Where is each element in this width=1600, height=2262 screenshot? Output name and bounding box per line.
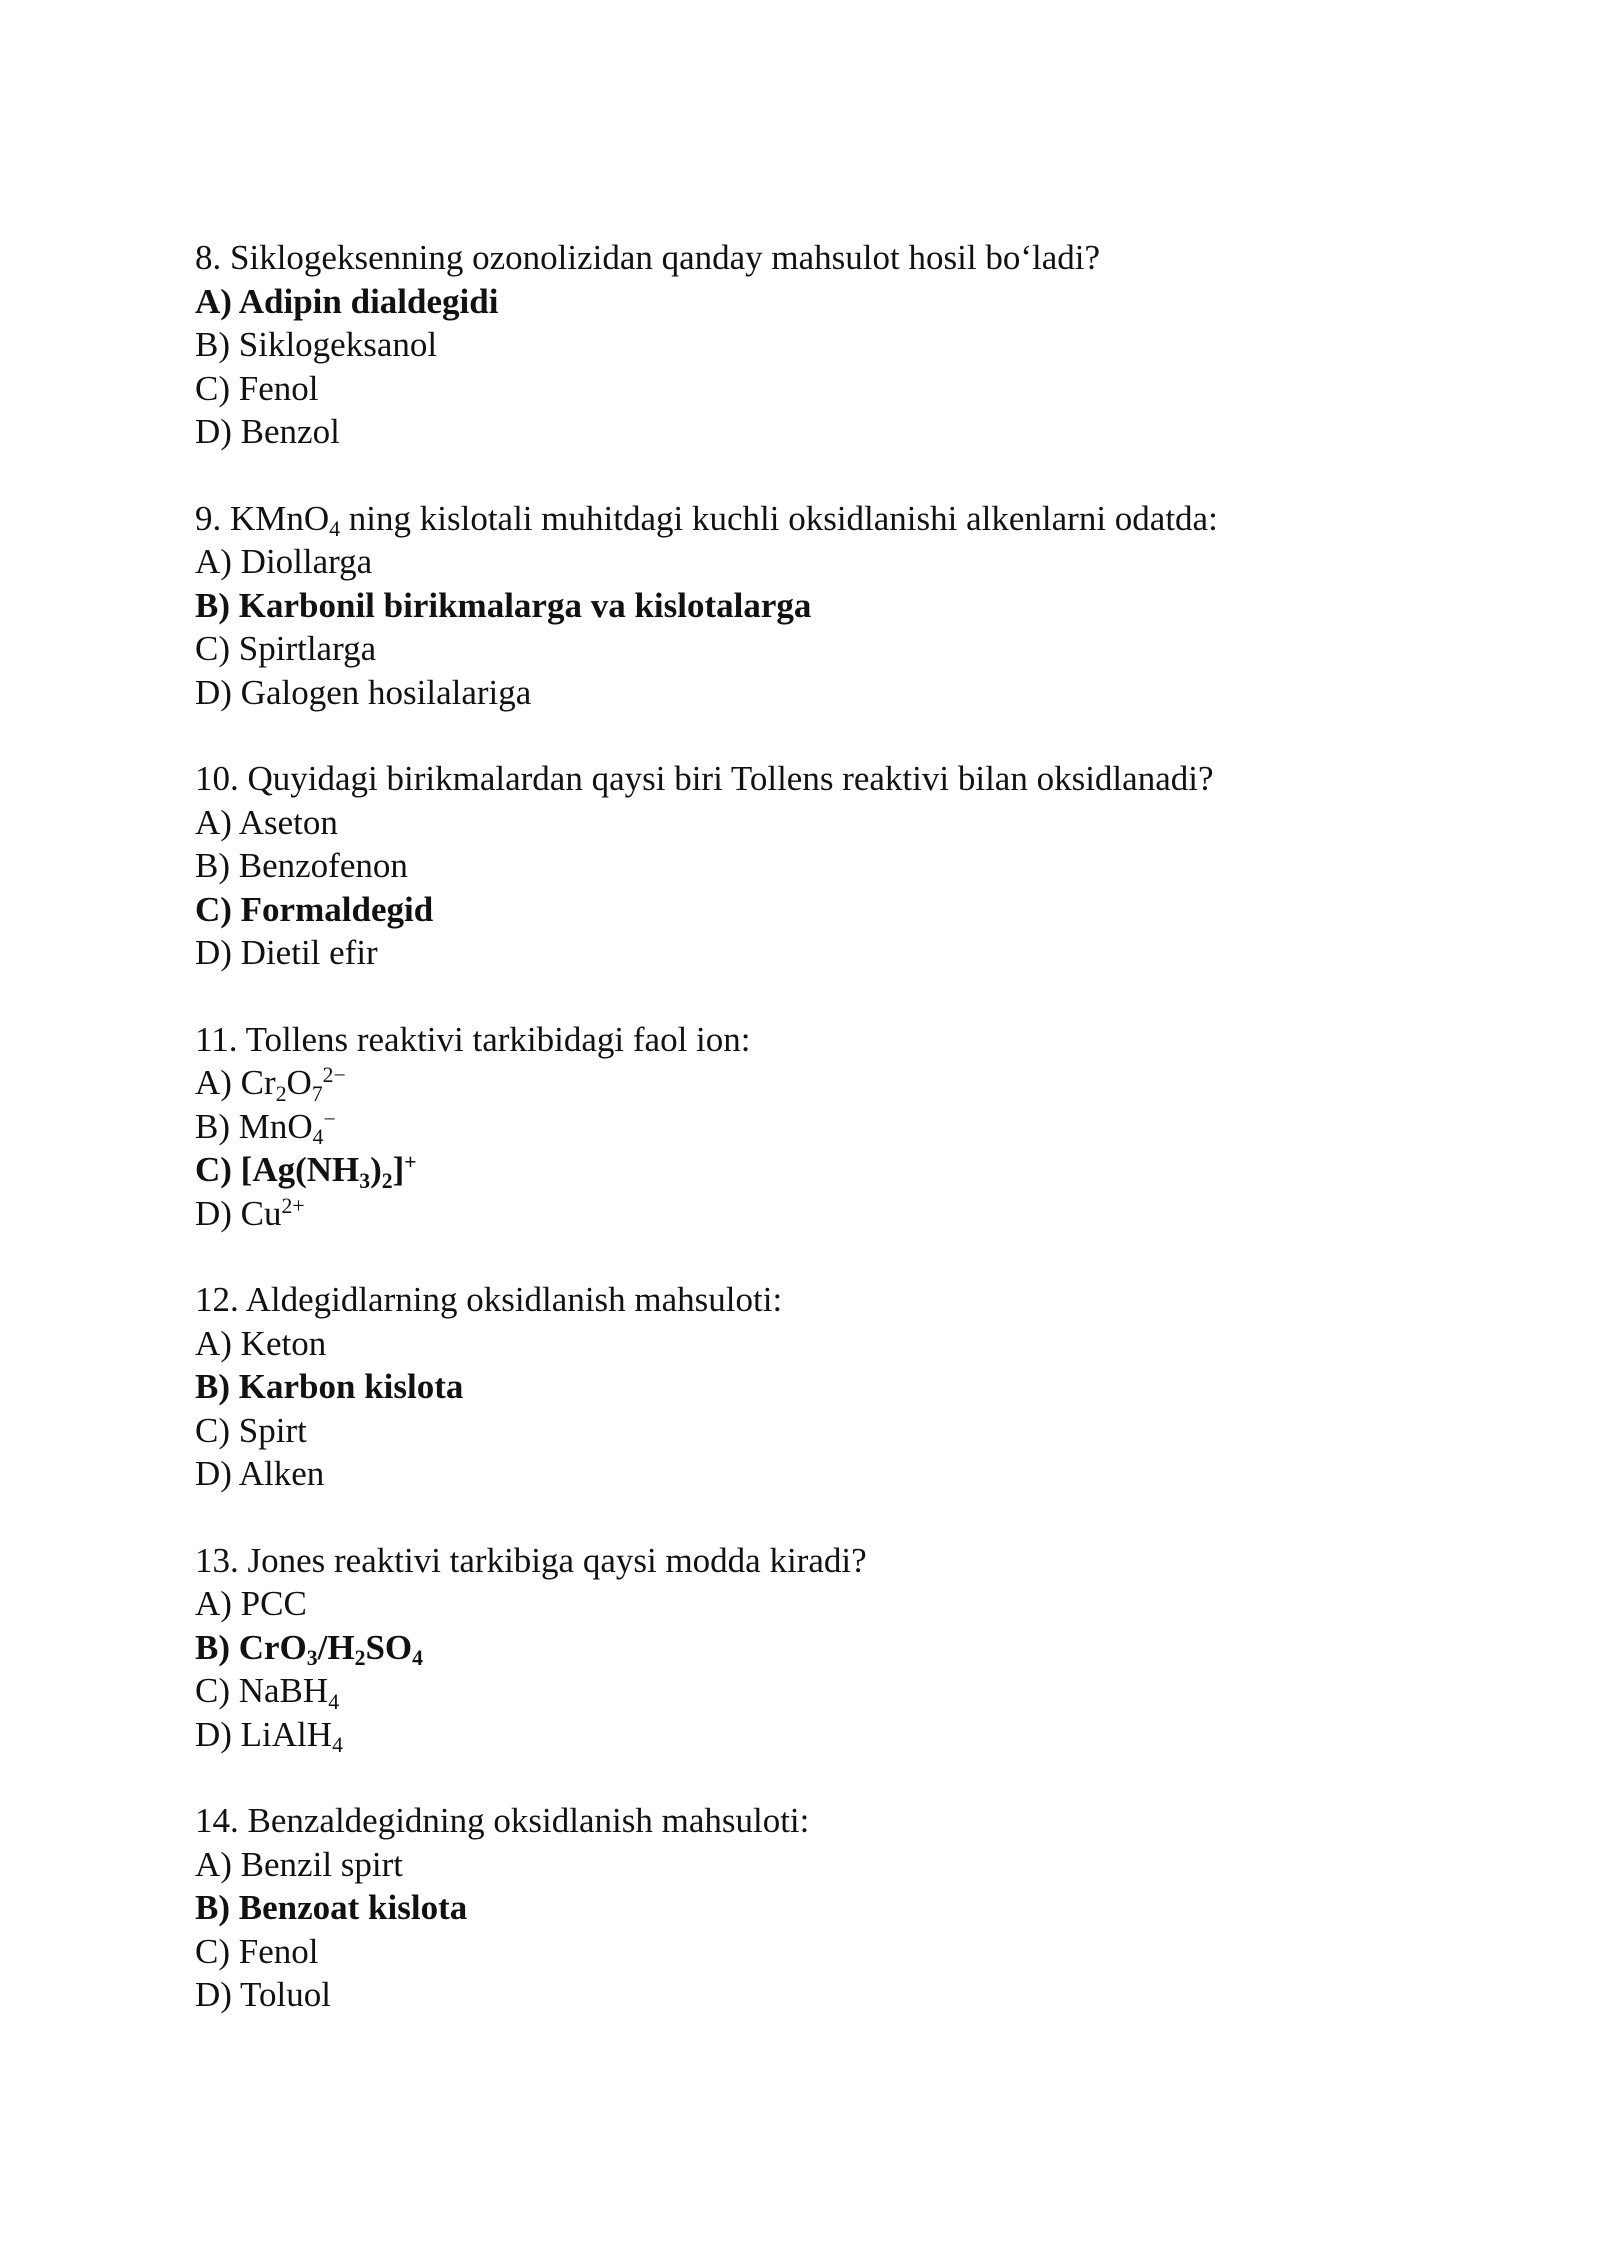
answer-option: B) Siklogeksanol [195,325,438,364]
question-block [195,497,1445,715]
answer-option-correct: B) Benzoat kislota [195,1888,468,1927]
answer-option: D) Alken [195,1454,325,1493]
answer-option: C) Fenol [195,1931,319,1971]
question-text: 13. Jones reaktivi tarkibiga qaysi modda kiradi? [195,1540,867,1580]
answer-option: D) Toluol [195,1975,331,2014]
question-text: 11. Tollens reaktivi tarkibidagi faol ion: [195,1019,751,1059]
answer-option-correct: C) $[Ag(NH_3)_2]^+$ [195,1150,417,1193]
answer-option-correct: A) Adipin dialdegidi [195,281,499,321]
answer-option: C) Fenol [195,368,319,408]
answer-option: B) MnO$_4$− [195,1106,336,1150]
answer-option: D) Benzol [195,412,340,451]
answer-option: C) Spirt [195,1410,307,1450]
answer-option: D) LiAlH$_4$ [195,1714,343,1758]
answer-option: B) Benzofenon [195,846,408,885]
answer-option: C) Spirtlarga [195,629,377,668]
question-block [195,1539,1445,1757]
answer-option-correct: C) Formaldegid [195,889,434,929]
question-block [195,236,1445,454]
answer-option: D) $Cu^{2+}$ [195,1193,305,1233]
question-list [195,236,1445,2060]
answer-option: A) Keton [195,1323,327,1363]
answer-option: D) Dietil efir [195,933,378,972]
answer-option-correct: B) Karbon kislota [195,1367,464,1406]
answer-option: A) Aseton [195,802,338,842]
question-text: 9. KMnO$_4$ ning kislotali muhitdagi kuchli oksidlanishi alkenlarni odatda: [195,498,1218,542]
answer-option-correct: B) Karbonil birikmalarga va kislotalarga [195,585,812,625]
question-block [195,1278,1445,1496]
question-block [195,757,1445,975]
question-text: 14. Benzaldegidning oksidlanish mahsuloti: [195,1801,810,1840]
answer-option: A) Diollarga [195,542,373,581]
question-text: 12. Aldegidlarning oksidlanish mahsuloti: [195,1280,783,1319]
question-block [195,1799,1445,2017]
question-block [195,1018,1445,1236]
answer-option-correct: B) $CrO_3/H_2SO_4$ [195,1627,423,1671]
answer-option: A) Benzil spirt [195,1844,404,1884]
answer-option: C) NaBH$_4$ [195,1671,340,1714]
question-text: 8. Siklogeksenning ozonolizidan qanday mahsulot hosil bo‘ladi? [195,238,1100,277]
answer-option: A) $Cr_2O_7^{2-}$ [195,1063,346,1106]
question-text: 10. Quyidagi birikmalardan qaysi biri Tollens reaktivi bilan oksidlanadi? [195,759,1214,798]
answer-option: D) Galogen hosilalariga [195,672,532,712]
answer-option: A) PCC [195,1584,307,1623]
